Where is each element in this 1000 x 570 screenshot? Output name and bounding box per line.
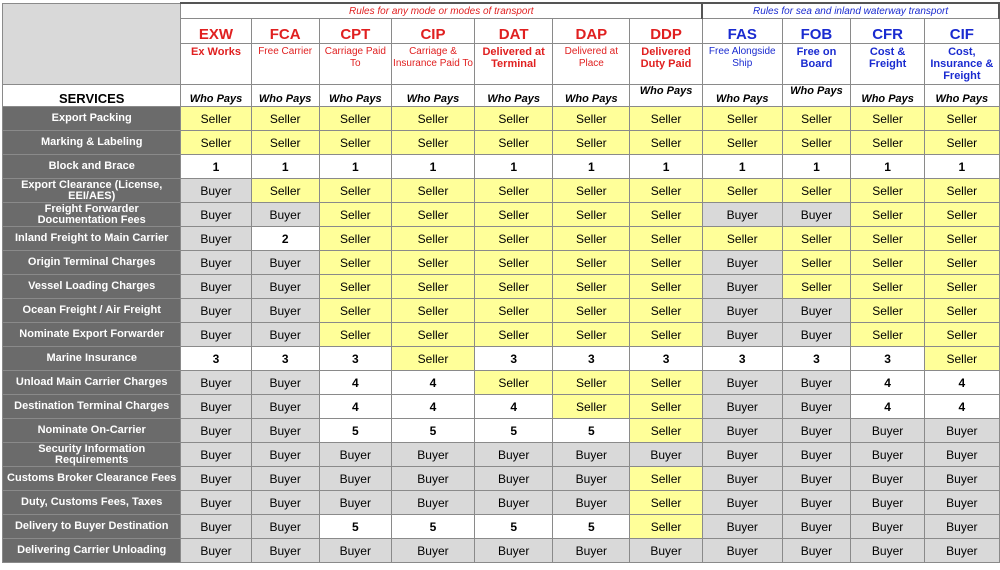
- payer-cell: Seller: [251, 179, 319, 203]
- payer-cell: Buyer: [851, 515, 925, 539]
- payer-cell: 3: [702, 347, 782, 371]
- payer-cell: Seller: [475, 371, 553, 395]
- payer-cell: 4: [925, 395, 999, 419]
- payer-cell: Seller: [630, 515, 702, 539]
- payer-cell: Seller: [630, 323, 702, 347]
- term-full: Carriage Paid To: [319, 44, 391, 85]
- payer-cell: Buyer: [782, 443, 850, 467]
- payer-cell: Buyer: [851, 419, 925, 443]
- service-label: Marking & Labeling: [3, 131, 181, 155]
- payer-cell: Seller: [553, 179, 630, 203]
- payer-cell: Buyer: [702, 251, 782, 275]
- payer-cell: Seller: [391, 251, 474, 275]
- payer-cell: Buyer: [925, 491, 999, 515]
- service-label: Ocean Freight / Air Freight: [3, 299, 181, 323]
- payer-cell: Buyer: [702, 203, 782, 227]
- payer-cell: Seller: [553, 371, 630, 395]
- service-label: Inland Freight to Main Carrier: [3, 227, 181, 251]
- payer-cell: Buyer: [782, 203, 850, 227]
- service-label: Nominate Export Forwarder: [3, 323, 181, 347]
- payer-cell: Buyer: [851, 443, 925, 467]
- payer-cell: Seller: [391, 131, 474, 155]
- payer-cell: Seller: [851, 131, 925, 155]
- payer-cell: Seller: [391, 107, 474, 131]
- group-any-mode: Rules for any mode or modes of transport: [181, 3, 702, 19]
- table-row: [3, 371, 1000, 395]
- payer-cell: Seller: [925, 227, 999, 251]
- payer-cell: 3: [630, 347, 702, 371]
- table-row: [3, 491, 1000, 515]
- payer-cell: Seller: [851, 275, 925, 299]
- payer-cell: Seller: [630, 107, 702, 131]
- table-row: [3, 323, 1000, 347]
- payer-cell: Seller: [925, 299, 999, 323]
- payer-cell: 5: [319, 419, 391, 443]
- payer-cell: Buyer: [391, 491, 474, 515]
- table-row: [3, 155, 1000, 179]
- payer-cell: 3: [851, 347, 925, 371]
- payer-cell: Buyer: [181, 179, 251, 203]
- term-abbr: DAT: [475, 19, 553, 44]
- payer-cell: Buyer: [251, 299, 319, 323]
- payer-cell: Buyer: [475, 467, 553, 491]
- term-full: Delivered Duty Paid: [630, 44, 702, 85]
- payer-cell: Seller: [553, 395, 630, 419]
- payer-cell: Buyer: [251, 371, 319, 395]
- payer-cell: Seller: [851, 251, 925, 275]
- payer-cell: Buyer: [702, 515, 782, 539]
- payer-cell: Seller: [630, 203, 702, 227]
- term-abbr: DDP: [630, 19, 702, 44]
- payer-cell: Buyer: [251, 491, 319, 515]
- service-label: Origin Terminal Charges: [3, 251, 181, 275]
- payer-cell: Buyer: [319, 491, 391, 515]
- service-label: Marine Insurance: [3, 347, 181, 371]
- payer-cell: 4: [319, 371, 391, 395]
- term-abbr: DAP: [553, 19, 630, 44]
- payer-cell: Seller: [782, 227, 850, 251]
- payer-cell: Buyer: [181, 539, 251, 563]
- term-full: Carriage & Insurance Paid To: [391, 44, 474, 85]
- payer-cell: Buyer: [782, 371, 850, 395]
- term-abbr: CPT: [319, 19, 391, 44]
- payer-cell: Buyer: [181, 515, 251, 539]
- payer-cell: 1: [319, 155, 391, 179]
- table-row: [3, 203, 1000, 227]
- payer-cell: Buyer: [702, 395, 782, 419]
- payer-cell: 5: [553, 419, 630, 443]
- payer-cell: Seller: [925, 275, 999, 299]
- payer-cell: Buyer: [475, 491, 553, 515]
- table-row: [3, 467, 1000, 491]
- payer-cell: Buyer: [475, 539, 553, 563]
- payer-cell: Seller: [851, 203, 925, 227]
- payer-cell: 5: [553, 515, 630, 539]
- payer-cell: Seller: [391, 323, 474, 347]
- payer-cell: Seller: [782, 251, 850, 275]
- table-row: [3, 131, 1000, 155]
- services-title: SERVICES: [3, 85, 181, 107]
- payer-cell: Buyer: [319, 467, 391, 491]
- payer-cell: Buyer: [702, 491, 782, 515]
- term-full: Delivered at Terminal: [475, 44, 553, 85]
- payer-cell: 4: [391, 395, 474, 419]
- payer-cell: 2: [251, 227, 319, 251]
- payer-cell: 3: [782, 347, 850, 371]
- payer-cell: Buyer: [251, 419, 319, 443]
- table-row: [3, 539, 1000, 563]
- who-pays-label: Who Pays: [251, 85, 319, 107]
- payer-cell: Seller: [630, 299, 702, 323]
- payer-cell: Buyer: [782, 323, 850, 347]
- service-label: Security Information Requirements: [3, 443, 181, 467]
- payer-cell: Seller: [319, 107, 391, 131]
- payer-cell: Buyer: [391, 443, 474, 467]
- payer-cell: Buyer: [553, 443, 630, 467]
- payer-cell: 5: [475, 515, 553, 539]
- term-full: Free Alongside Ship: [702, 44, 782, 85]
- payer-cell: Buyer: [553, 491, 630, 515]
- payer-cell: Seller: [319, 323, 391, 347]
- payer-cell: Buyer: [181, 443, 251, 467]
- service-label: Duty, Customs Fees, Taxes: [3, 491, 181, 515]
- payer-cell: Seller: [475, 131, 553, 155]
- payer-cell: Seller: [391, 299, 474, 323]
- incoterms-table: [2, 2, 1000, 563]
- service-label: Vessel Loading Charges: [3, 275, 181, 299]
- payer-cell: Buyer: [251, 203, 319, 227]
- payer-cell: Seller: [782, 107, 850, 131]
- payer-cell: Buyer: [851, 539, 925, 563]
- payer-cell: Buyer: [181, 299, 251, 323]
- group-sea: Rules for sea and inland waterway transport: [702, 3, 999, 19]
- payer-cell: Seller: [851, 323, 925, 347]
- payer-cell: Buyer: [181, 395, 251, 419]
- payer-cell: Seller: [319, 227, 391, 251]
- payer-cell: Seller: [782, 131, 850, 155]
- payer-cell: Seller: [391, 227, 474, 251]
- payer-cell: 4: [851, 395, 925, 419]
- payer-cell: Buyer: [702, 323, 782, 347]
- payer-cell: Seller: [553, 131, 630, 155]
- payer-cell: Seller: [630, 467, 702, 491]
- payer-cell: Buyer: [782, 515, 850, 539]
- payer-cell: Buyer: [181, 227, 251, 251]
- payer-cell: Seller: [181, 131, 251, 155]
- payer-cell: 4: [319, 395, 391, 419]
- payer-cell: 5: [475, 419, 553, 443]
- payer-cell: Buyer: [251, 323, 319, 347]
- payer-cell: 4: [475, 395, 553, 419]
- payer-cell: Seller: [319, 179, 391, 203]
- payer-cell: Seller: [475, 275, 553, 299]
- group-header-row: [3, 3, 1000, 19]
- who-pays-label: Who Pays: [391, 85, 474, 107]
- who-pays-label: Who Pays: [181, 85, 251, 107]
- table-row: [3, 275, 1000, 299]
- payer-cell: Buyer: [553, 539, 630, 563]
- payer-cell: 1: [553, 155, 630, 179]
- payer-cell: Seller: [630, 275, 702, 299]
- payer-cell: Buyer: [782, 299, 850, 323]
- payer-cell: Buyer: [251, 539, 319, 563]
- term-abbr: CIP: [391, 19, 474, 44]
- who-pays-label: Who Pays: [702, 85, 782, 107]
- term-full: Free on Board: [782, 44, 850, 85]
- payer-cell: Buyer: [782, 395, 850, 419]
- payer-cell: Buyer: [702, 467, 782, 491]
- service-label: Export Clearance (License, EEI/AES): [3, 179, 181, 203]
- payer-cell: Buyer: [181, 371, 251, 395]
- table-row: [3, 419, 1000, 443]
- payer-cell: Buyer: [391, 539, 474, 563]
- term-abbr: CIF: [925, 19, 999, 44]
- payer-cell: Buyer: [782, 491, 850, 515]
- payer-cell: Seller: [782, 179, 850, 203]
- payer-cell: Seller: [391, 203, 474, 227]
- payer-cell: Buyer: [319, 539, 391, 563]
- payer-cell: Buyer: [925, 467, 999, 491]
- payer-cell: Buyer: [925, 419, 999, 443]
- payer-cell: 4: [391, 371, 474, 395]
- payer-cell: Seller: [475, 227, 553, 251]
- payer-cell: Buyer: [851, 467, 925, 491]
- payer-cell: Seller: [251, 107, 319, 131]
- term-abbr: EXW: [181, 19, 251, 44]
- payer-cell: Buyer: [782, 419, 850, 443]
- payer-cell: 1: [181, 155, 251, 179]
- who-pays-label: Who Pays: [475, 85, 553, 107]
- payer-cell: Buyer: [251, 443, 319, 467]
- payer-cell: Buyer: [475, 443, 553, 467]
- who-pays-label: Who Pays: [851, 85, 925, 107]
- payer-cell: Buyer: [391, 467, 474, 491]
- payer-cell: Seller: [553, 275, 630, 299]
- payer-cell: Seller: [630, 395, 702, 419]
- payer-cell: Buyer: [251, 275, 319, 299]
- payer-cell: 1: [475, 155, 553, 179]
- payer-cell: Seller: [630, 131, 702, 155]
- payer-cell: 5: [391, 419, 474, 443]
- payer-cell: Seller: [925, 179, 999, 203]
- services-body: [3, 107, 1000, 563]
- who-pays-label: Who Pays: [782, 85, 850, 107]
- payer-cell: Buyer: [702, 443, 782, 467]
- payer-cell: Seller: [251, 131, 319, 155]
- table-row: [3, 227, 1000, 251]
- service-label: Customs Broker Clearance Fees: [3, 467, 181, 491]
- payer-cell: Seller: [925, 131, 999, 155]
- payer-cell: Seller: [851, 227, 925, 251]
- payer-cell: Seller: [630, 371, 702, 395]
- payer-cell: Seller: [702, 107, 782, 131]
- payer-cell: Buyer: [925, 443, 999, 467]
- term-full: Delivered at Place: [553, 44, 630, 85]
- payer-cell: Seller: [630, 251, 702, 275]
- payer-cell: 1: [702, 155, 782, 179]
- payer-cell: 1: [851, 155, 925, 179]
- payer-cell: Buyer: [319, 443, 391, 467]
- payer-cell: Buyer: [630, 443, 702, 467]
- payer-cell: 5: [391, 515, 474, 539]
- corner-cell: [3, 3, 181, 85]
- payer-cell: Buyer: [702, 419, 782, 443]
- payer-cell: Buyer: [851, 491, 925, 515]
- table-row: [3, 443, 1000, 467]
- who-pays-label: Who Pays: [319, 85, 391, 107]
- payer-cell: Seller: [630, 419, 702, 443]
- payer-cell: Seller: [630, 491, 702, 515]
- payer-cell: 1: [391, 155, 474, 179]
- table-row: [3, 179, 1000, 203]
- payer-cell: Seller: [851, 299, 925, 323]
- payer-cell: Seller: [702, 131, 782, 155]
- table-row: [3, 251, 1000, 275]
- payer-cell: Seller: [925, 347, 999, 371]
- payer-cell: Seller: [475, 179, 553, 203]
- payer-cell: Seller: [630, 179, 702, 203]
- service-label: Block and Brace: [3, 155, 181, 179]
- table-row: [3, 299, 1000, 323]
- payer-cell: Buyer: [702, 275, 782, 299]
- payer-cell: Seller: [475, 203, 553, 227]
- payer-cell: 1: [251, 155, 319, 179]
- payer-cell: 3: [181, 347, 251, 371]
- term-full: Free Carrier: [251, 44, 319, 85]
- payer-cell: Seller: [553, 227, 630, 251]
- payer-cell: 4: [851, 371, 925, 395]
- payer-cell: 3: [319, 347, 391, 371]
- payer-cell: Seller: [702, 179, 782, 203]
- who-pays-row: [3, 85, 1000, 107]
- payer-cell: Seller: [553, 299, 630, 323]
- payer-cell: Buyer: [782, 539, 850, 563]
- payer-cell: 4: [925, 371, 999, 395]
- payer-cell: Buyer: [181, 251, 251, 275]
- payer-cell: 1: [925, 155, 999, 179]
- payer-cell: Seller: [391, 275, 474, 299]
- term-abbr: CFR: [851, 19, 925, 44]
- table-row: [3, 395, 1000, 419]
- payer-cell: 1: [782, 155, 850, 179]
- payer-cell: Seller: [319, 275, 391, 299]
- service-label: Unload Main Carrier Charges: [3, 371, 181, 395]
- payer-cell: Buyer: [251, 251, 319, 275]
- payer-cell: Seller: [319, 131, 391, 155]
- payer-cell: Buyer: [630, 539, 702, 563]
- payer-cell: Buyer: [702, 299, 782, 323]
- payer-cell: Buyer: [925, 515, 999, 539]
- payer-cell: Seller: [630, 227, 702, 251]
- payer-cell: Buyer: [251, 515, 319, 539]
- payer-cell: Buyer: [181, 491, 251, 515]
- payer-cell: Buyer: [251, 395, 319, 419]
- payer-cell: Seller: [319, 299, 391, 323]
- payer-cell: Seller: [553, 107, 630, 131]
- payer-cell: Seller: [925, 107, 999, 131]
- payer-cell: Seller: [925, 323, 999, 347]
- who-pays-label: Who Pays: [553, 85, 630, 107]
- payer-cell: 3: [475, 347, 553, 371]
- payer-cell: 1: [630, 155, 702, 179]
- payer-cell: Buyer: [181, 275, 251, 299]
- term-full: Cost & Freight: [851, 44, 925, 85]
- service-label: Delivery to Buyer Destination: [3, 515, 181, 539]
- payer-cell: Seller: [181, 107, 251, 131]
- payer-cell: Seller: [391, 179, 474, 203]
- payer-cell: Seller: [851, 107, 925, 131]
- term-full: Ex Works: [181, 44, 251, 85]
- payer-cell: Buyer: [181, 419, 251, 443]
- payer-cell: Seller: [782, 275, 850, 299]
- payer-cell: Seller: [925, 203, 999, 227]
- payer-cell: Buyer: [181, 323, 251, 347]
- payer-cell: Seller: [553, 323, 630, 347]
- payer-cell: Seller: [851, 179, 925, 203]
- who-pays-label: Who Pays: [630, 85, 702, 107]
- payer-cell: 3: [251, 347, 319, 371]
- payer-cell: Buyer: [925, 539, 999, 563]
- table-row: [3, 107, 1000, 131]
- payer-cell: Seller: [553, 203, 630, 227]
- term-full: Cost, Insurance & Freight: [925, 44, 999, 85]
- term-abbr: FOB: [782, 19, 850, 44]
- payer-cell: 3: [553, 347, 630, 371]
- table-row: [3, 515, 1000, 539]
- payer-cell: Buyer: [251, 467, 319, 491]
- payer-cell: Seller: [475, 107, 553, 131]
- payer-cell: Seller: [475, 299, 553, 323]
- payer-cell: Buyer: [553, 467, 630, 491]
- payer-cell: Seller: [702, 227, 782, 251]
- service-label: Freight Forwarder Documentation Fees: [3, 203, 181, 227]
- service-label: Destination Terminal Charges: [3, 395, 181, 419]
- payer-cell: Buyer: [702, 539, 782, 563]
- payer-cell: 5: [319, 515, 391, 539]
- service-label: Nominate On-Carrier: [3, 419, 181, 443]
- service-label: Export Packing: [3, 107, 181, 131]
- payer-cell: Seller: [475, 323, 553, 347]
- payer-cell: Buyer: [181, 467, 251, 491]
- term-abbr: FCA: [251, 19, 319, 44]
- payer-cell: Seller: [475, 251, 553, 275]
- payer-cell: Seller: [925, 251, 999, 275]
- who-pays-label: Who Pays: [925, 85, 999, 107]
- payer-cell: Buyer: [702, 371, 782, 395]
- payer-cell: Seller: [553, 251, 630, 275]
- payer-cell: Seller: [391, 347, 474, 371]
- payer-cell: Seller: [319, 251, 391, 275]
- payer-cell: Buyer: [181, 203, 251, 227]
- service-label: Delivering Carrier Unloading: [3, 539, 181, 563]
- payer-cell: Seller: [319, 203, 391, 227]
- payer-cell: Buyer: [782, 467, 850, 491]
- table-row: [3, 347, 1000, 371]
- term-abbr: FAS: [702, 19, 782, 44]
